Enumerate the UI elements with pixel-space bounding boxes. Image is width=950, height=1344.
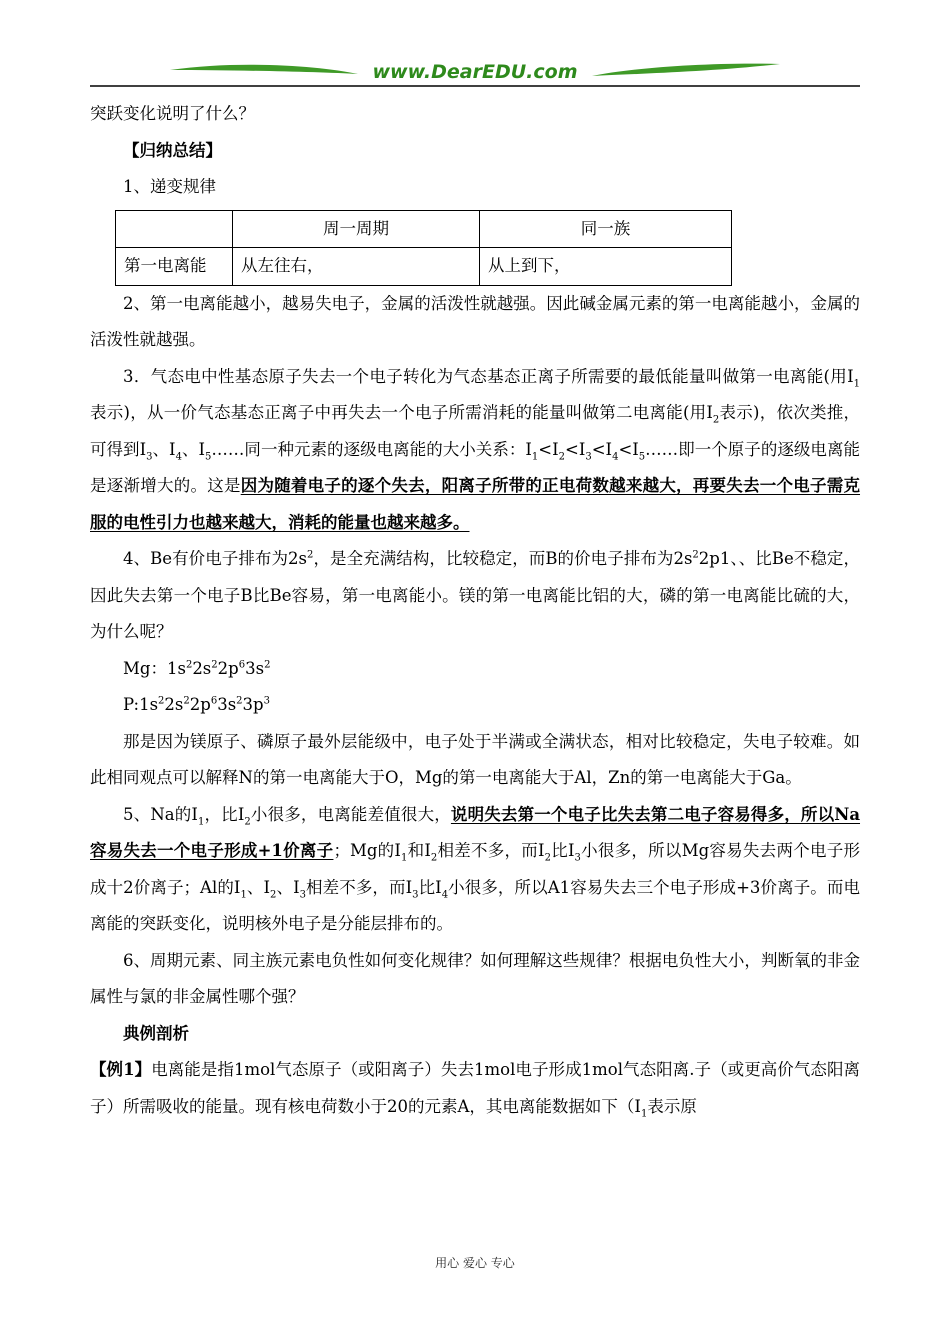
logo-text: www.DearEDU.com — [372, 61, 578, 83]
underlined-na-explanation: 说明失去第一个电子比失去第二电子容易得多，所以Na容易失去一个电子形成+1价离子 — [90, 804, 861, 860]
table-header-period: 周一周期 — [233, 210, 480, 248]
table-row-label: 第一电离能 — [116, 248, 233, 286]
paragraph-6: 5、Na的$I_1$，比$I_2$小很多，电离能差值很大，说明失去第一个电子比失去第二电子容易得多，所以Na容易失去一个电子形成+1价离子；Mg的$I_1$和$I_2$相差不多，而$I_2$比$I_3$小很多，所以Mg容易失去两个电子形成十2价离子；Al的$I_1$、$I_2$、$I_3$相差不多，而$I_3$比$I_4$小很多，所以A1容易失去三个电子形成+3价离子。而电离能的突跃变化，说明核外电子是分能层排布的。 — [90, 804, 861, 933]
table-header-row — [116, 210, 732, 248]
document-body — [90, 96, 860, 1125]
page-header — [90, 52, 860, 92]
mg-configuration: Mg：$1s^22s^22p^63s^2$ — [123, 658, 271, 678]
rule1-heading: 1、递变规律 — [123, 177, 216, 196]
left-leaf-swoosh — [170, 65, 358, 74]
underlined-explanation: 因为随着电子的逐个失去，阳离子所带的正电荷数越来越大，再要失去一个电子需克服的电性引力也越来越大，消耗的能量也越来越多。 — [90, 476, 861, 532]
paragraph-intro: 突跃变化说明了什么？ — [90, 104, 255, 123]
summary-heading: 【归纳总结】 — [123, 140, 222, 160]
paragraph-4: 4、Be有价电子排布为$2s^2$，是全充满结构，比较稳定，而B的价电子排布为$2s^22p1$、、比Be不稳定，因此失去第一个电子B比Be容易，第一电离能小。镁的第一电离能比铝的大，磷的第一电离能比硫的大，为什么呢？ — [90, 549, 861, 641]
table-cell-group: 从上到下， — [480, 248, 732, 286]
paragraph-6-question: 6、周期元素、同主族元素电负性如何变化规律？如何理解这些规律？根据电负性大小，判断氧的非金属性与氯的非金属性哪个强？ — [90, 950, 860, 1006]
table-corner-cell — [116, 210, 233, 248]
table-cell-period: 从左往右， — [233, 248, 480, 286]
table-row — [116, 248, 732, 286]
example-1: 【例1】电离能是指1mol气态原子（或阳离子）失去1mol电子形成1mol气态阳离.子（或更高价气态阳离子）所需吸收的能量。现有核电荷数小于20的元素A，其电离能数据如下（$I_1$表示原 — [90, 1060, 861, 1119]
table-header-group: 同一族 — [480, 210, 732, 248]
p-configuration: $P:1s^22s^22p^63s^23p^3$ — [123, 695, 270, 714]
page-footer: 用心 爱心 专心 — [435, 1256, 515, 1270]
ionization-trend-table — [115, 210, 732, 286]
paragraph-5: 那是因为镁原子、磷原子最外层能级中，电子处于半满或全满状态，相对比较稳定，失电子较难。如此相同观点可以解释N的第一电离能大于O，Mg的第一电离能大于Al，Zn的第一电离能大于Ga。 — [90, 731, 860, 787]
deared-logo-banner — [90, 52, 860, 92]
paragraph-3: 3．气态电中性基态原子失去一个电子转化为气态基态正离子所需要的最低能量叫做第一电离能(用$I_1$表示)，从一价气态基态正离子中再失去一个电子所需消耗的能量叫做第二电离能(用$I_2$表示)，依次类推，可得到$I_3$、$I_4$、$I_5\dots\dots$同一种元素的逐级电离能的大小关系：$I_1<I_2<I_3<I_4<I_5\dots\dots$即一个原子的逐级电离能是逐渐增大的。这是因为随着电子的逐个失去，阳离子所带的正电荷数越来越大，再要失去一个电子需克服的电性引力也越来越大，消耗的能量也越来越多。 — [90, 366, 861, 532]
example-label: 【例1】 — [90, 1060, 152, 1079]
right-leaf-swoosh — [592, 64, 780, 76]
example-heading: 典例剖析 — [123, 1023, 189, 1043]
paragraph-2: 2、第一电离能越小，越易失电子，金属的活泼性就越强。因此碱金属元素的第一电离能越小，金属的活泼性就越强。 — [90, 293, 860, 349]
